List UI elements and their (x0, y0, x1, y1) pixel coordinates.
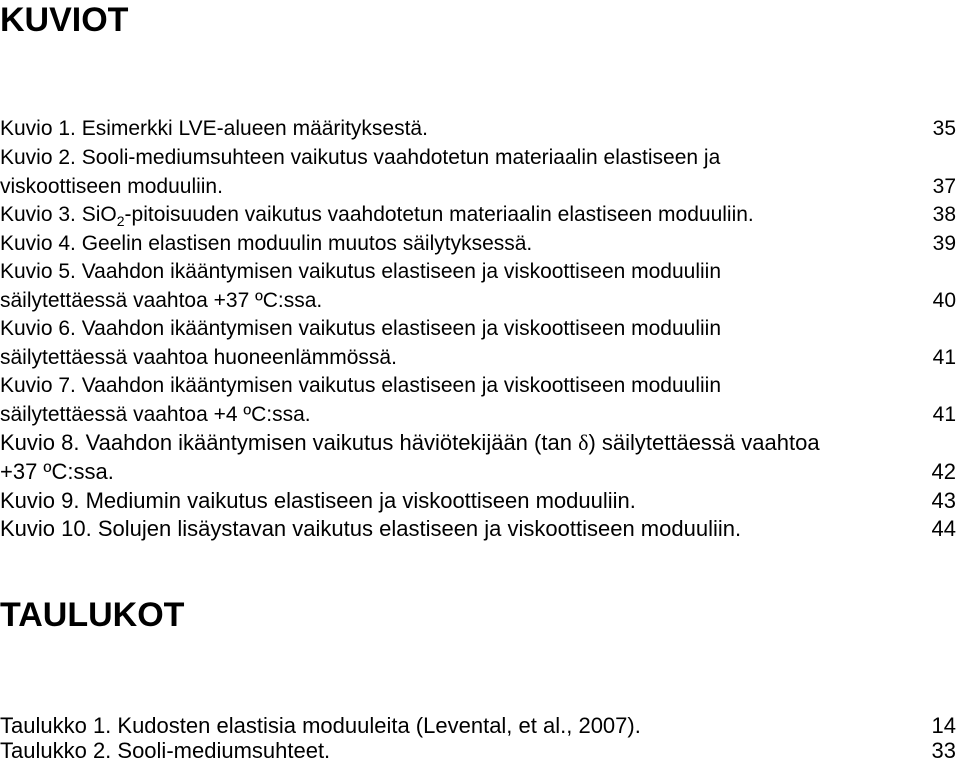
figure-10-page: 44 (931, 516, 956, 541)
figures-heading: KUVIOT (0, 1, 129, 39)
figure-8-title-line-2: +37 ºC:ssa. (0, 459, 114, 484)
figure-entry-4 (0, 229, 956, 258)
figure-entry-2-line-2 (0, 172, 956, 201)
table-entry-2 (0, 736, 956, 765)
figure-8-page: 42 (931, 459, 956, 484)
figure-entry-2-line-1 (0, 143, 956, 172)
figure-1-page: 35 (932, 117, 956, 140)
figure-entry-6-line-1 (0, 314, 956, 343)
figure-6-title-line-2: säilytettäessä vaahtoa huoneenlämmössä. (0, 346, 397, 369)
figure-9-title: Kuvio 9. Mediumin vaikutus elastiseen ja viskoottiseen moduuliin. (0, 488, 636, 513)
figure-2-title-line-2: viskoottiseen moduuliin. (0, 175, 223, 198)
delta-symbol: δ (578, 430, 589, 455)
figure-7-page: 41 (932, 403, 956, 426)
figure-entry-8-line-2 (0, 457, 956, 486)
figure-entry-7-line-2 (0, 400, 956, 429)
figure-4-page: 39 (932, 232, 956, 255)
figure-3-title-post: -pitoisuuden vaikutus vaahdotetun materiaalin elastiseen moduuliin. (124, 203, 754, 226)
figure-entry-3 (0, 200, 956, 229)
figure-9-page: 43 (931, 488, 956, 513)
figure-3-subscript: 2 (116, 213, 125, 230)
tables-heading: TAULUKOT (0, 596, 185, 634)
figure-3-title-pre: Kuvio 3. SiO (0, 203, 117, 226)
figure-entry-8-line-1 (0, 428, 956, 457)
figure-3-page: 38 (932, 203, 956, 226)
table-2-page: 33 (931, 738, 956, 763)
figure-4-title: Kuvio 4. Geelin elastisen moduulin muutos säilytyksessä. (0, 232, 533, 255)
figure-5-title-line-2: säilytettäessä vaahtoa +37 ºC:ssa. (0, 289, 323, 312)
figure-entry-1 (0, 114, 956, 143)
figure-entry-5-line-1 (0, 257, 956, 286)
figure-5-page: 40 (932, 289, 956, 312)
figure-10-title: Kuvio 10. Solujen lisäystavan vaikutus elastiseen ja viskoottiseen moduuliin. (0, 516, 742, 541)
figure-6-page: 41 (932, 346, 956, 369)
figure-7-title-line-2: säilytettäessä vaahtoa +4 ºC:ssa. (0, 403, 311, 426)
figure-7-title-line-1: Kuvio 7. Vaahdon ikääntymisen vaikutus elastiseen ja viskoottiseen moduuliin (0, 374, 722, 397)
figure-2-title-line-1: Kuvio 2. Sooli-mediumsuhteen vaikutus vaahdotetun materiaalin elastiseen ja (0, 146, 721, 169)
figure-8-title-pre: Kuvio 8. Vaahdon ikääntymisen vaikutus häviötekijään (tan (0, 430, 579, 455)
figure-2-page: 37 (932, 175, 956, 198)
figure-5-title-line-1: Kuvio 5. Vaahdon ikääntymisen vaikutus elastiseen ja viskoottiseen moduuliin (0, 260, 722, 283)
figure-entry-9 (0, 486, 956, 515)
figure-entry-7-line-1 (0, 371, 956, 400)
figure-8-title-line-1 (0, 428, 820, 457)
figure-1-title: Kuvio 1. Esimerkki LVE-alueen määrityksestä. (0, 117, 428, 140)
figure-6-title-line-1: Kuvio 6. Vaahdon ikääntymisen vaikutus elastiseen ja viskoottiseen moduuliin (0, 317, 722, 340)
figure-entry-6-line-2 (0, 343, 956, 372)
figure-entry-5-line-2 (0, 286, 956, 315)
table-2-title: Taulukko 2. Sooli-mediumsuhteet. (0, 738, 331, 763)
figure-entry-10 (0, 514, 956, 543)
table-1-title: Taulukko 1. Kudosten elastisia moduuleita (Levental, et al., 2007). (0, 713, 641, 738)
table-1-page: 14 (931, 713, 956, 738)
figure-8-title-post: ) säilytettäessä vaahtoa (588, 430, 820, 455)
